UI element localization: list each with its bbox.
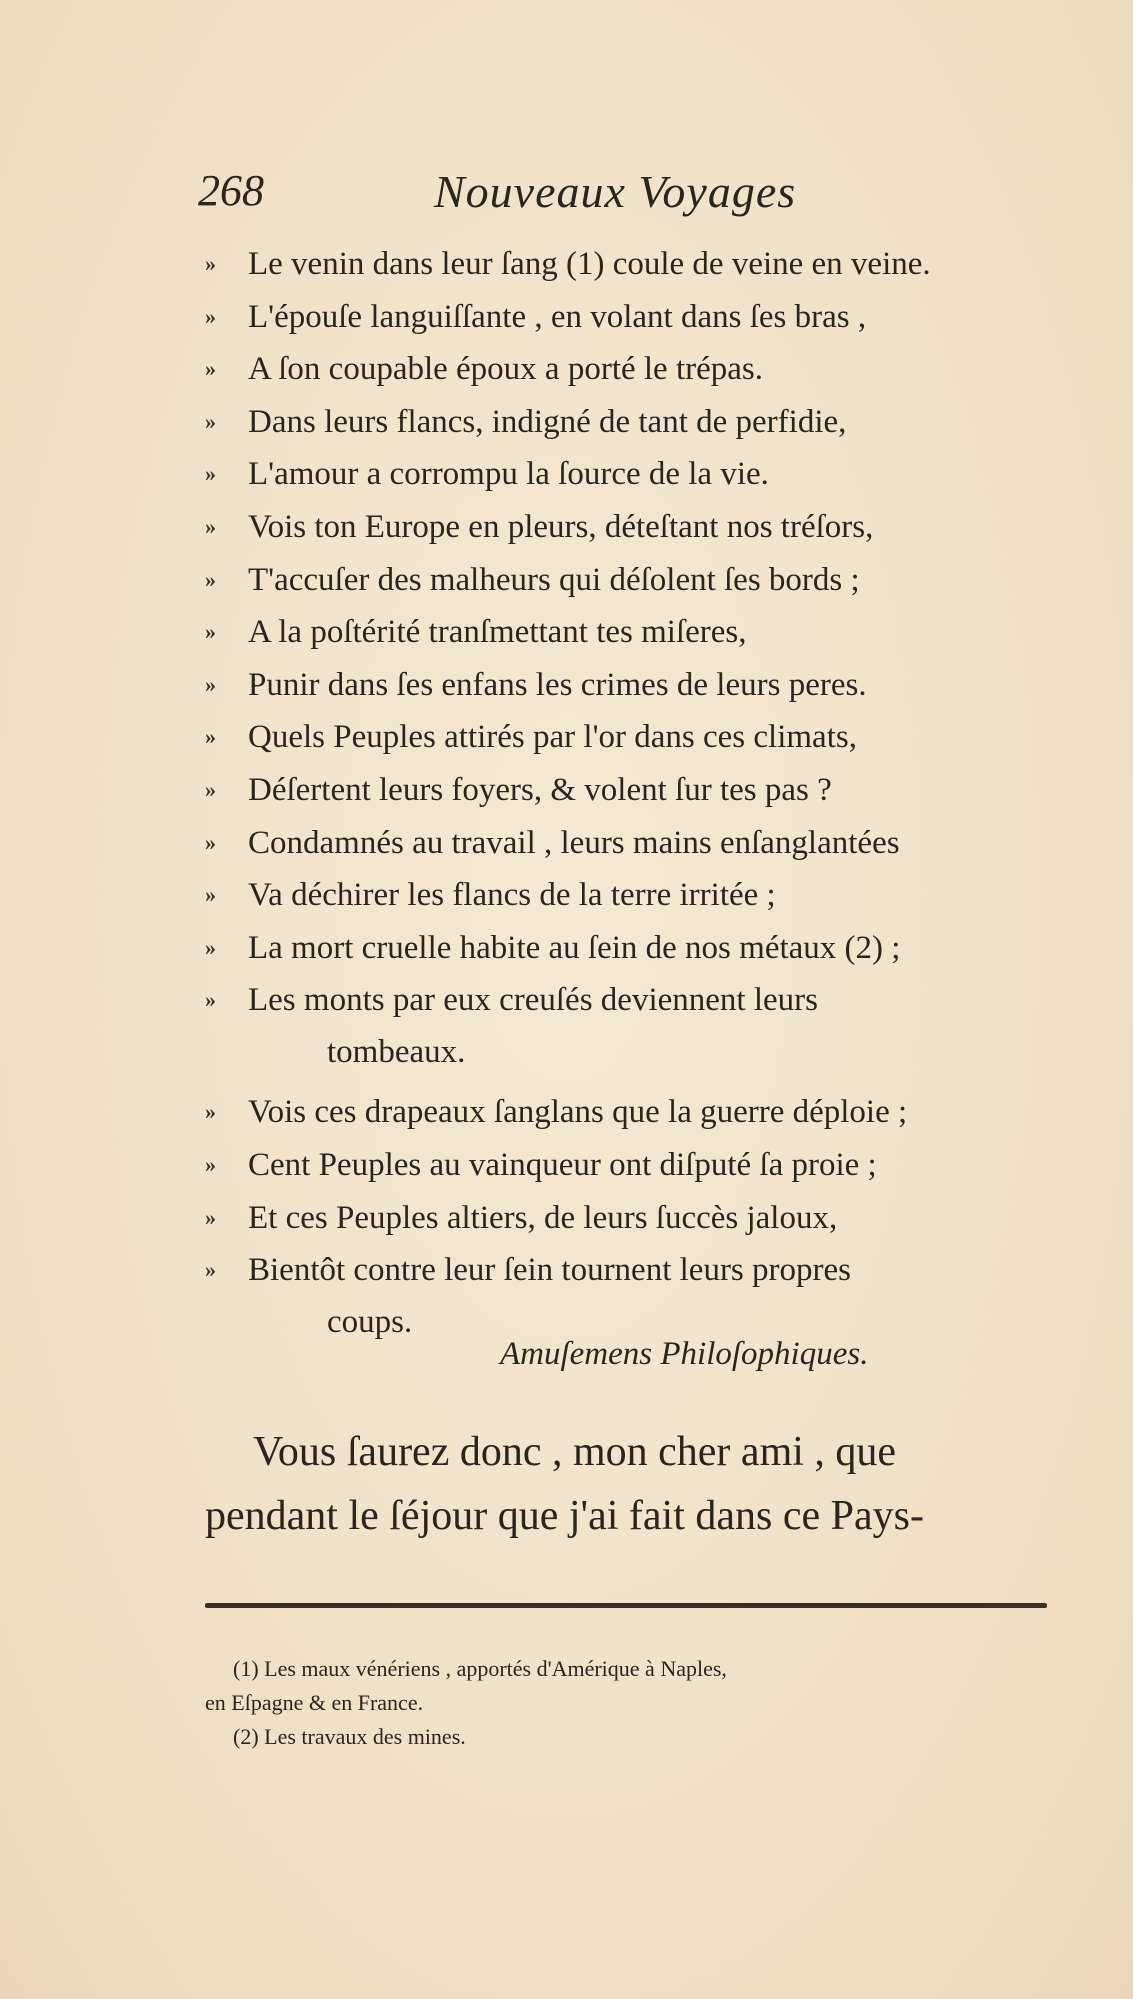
verse-line — [205, 869, 1085, 922]
verse-text: Punir dans ſes enfans les crimes de leurs peres. — [248, 666, 867, 703]
verse-text: Bientôt contre leur ſein tournent leurs propres — [248, 1252, 851, 1289]
page-number: 268 — [198, 166, 264, 215]
footnotes — [205, 1652, 1085, 1754]
verse-line — [205, 554, 1085, 607]
verse-line — [205, 343, 1085, 396]
verse-text: Va déchirer les flancs de la terre irritée ; — [248, 877, 776, 914]
verse-continuation: tombeaux. — [327, 1034, 466, 1071]
verse-text: Cent Peuples au vainqueur ont diſputé ſa proie ; — [248, 1146, 877, 1183]
quote-mark: » — [205, 513, 216, 539]
verse-line — [205, 606, 1085, 659]
verse-line — [205, 238, 1085, 291]
quote-mark: » — [205, 251, 216, 276]
verse-line — [205, 1139, 1085, 1192]
quote-mark: » — [205, 829, 216, 855]
verse-text: La mort cruelle habite au ſein de nos métaux (2) ; — [248, 929, 901, 966]
verse-line — [205, 1086, 1085, 1139]
quote-mark: » — [205, 724, 216, 750]
quote-mark: » — [205, 1204, 216, 1230]
verse-text: Condamnés au travail , leurs mains enſanglantées — [248, 824, 900, 861]
verse-line — [205, 291, 1085, 344]
footnote-1-continuation: en Eſpagne & en France. — [205, 1690, 424, 1715]
quote-mark: » — [205, 934, 216, 960]
verse-line — [205, 922, 1085, 975]
quote-mark: » — [205, 303, 216, 329]
quote-mark: » — [205, 356, 216, 382]
verse-text: Quels Peuples attirés par l'or dans ces climats, — [248, 719, 857, 756]
verse-continuation: coups. — [327, 1304, 413, 1341]
footnote-2: (2) Les travaux des mines. — [233, 1724, 466, 1749]
poem-quotation — [205, 238, 1085, 1356]
verse-line — [205, 659, 1085, 712]
verse-text: Les monts par eux creuſés deviennent leurs — [248, 982, 818, 1019]
letter-line: pendant le ſéjour que j'ai fait dans ce Pays- — [205, 1493, 924, 1539]
verse-line — [205, 396, 1085, 449]
verse-line — [205, 817, 1085, 870]
quote-mark: » — [205, 408, 216, 434]
poem-attribution: Amuſemens Philoſophiques. — [500, 1336, 869, 1372]
quote-mark: » — [205, 671, 216, 697]
verse-text: Et ces Peuples altiers, de leurs ſuccès jaloux, — [248, 1199, 838, 1236]
verse-line — [205, 501, 1085, 554]
running-title: Nouveaux Voyages — [434, 166, 797, 217]
letter-body — [205, 1420, 1085, 1548]
verse-line — [205, 974, 1085, 1086]
page-header — [198, 165, 1078, 225]
quote-mark: » — [205, 619, 216, 645]
letter-line: Vous ſaurez donc , mon cher ami , que — [253, 1429, 897, 1475]
quote-mark: » — [205, 1257, 216, 1283]
footnote-1: (1) Les maux vénériens , apportés d'Amérique à Naples, — [233, 1656, 727, 1681]
verse-line — [205, 1192, 1085, 1245]
verse-text: T'accuſer des malheurs qui déſolent ſes bords ; — [248, 561, 860, 598]
verse-line — [205, 448, 1085, 501]
quote-mark: » — [205, 776, 216, 802]
verse-text: Vois ces drapeaux ſanglans que la guerre déploie ; — [248, 1094, 908, 1131]
verse-line — [205, 711, 1085, 764]
footnote-rule — [205, 1603, 1047, 1608]
verse-text: A ſon coupable époux a porté le trépas. — [248, 351, 763, 388]
quote-mark: » — [205, 461, 216, 487]
verse-line — [205, 764, 1085, 817]
verse-text: A la poſtérité tranſmettant tes miſeres, — [248, 614, 747, 651]
quote-mark: » — [205, 566, 216, 592]
verse-text: Vois ton Europe en pleurs, déteſtant nos tréſors, — [248, 508, 874, 545]
verse-text: L'amour a corrompu la ſource de la vie. — [248, 456, 769, 493]
verse-text: Dans leurs flancs, indigné de tant de perfidie, — [248, 403, 847, 440]
quote-mark: » — [205, 1151, 216, 1177]
quote-mark: » — [205, 987, 216, 1013]
verse-text: Le venin dans leur ſang (1) coule de veine en veine. — [248, 246, 931, 282]
verse-text: L'épouſe languiſſante , en volant dans ſes bras , — [248, 298, 867, 335]
quote-mark: » — [205, 1099, 216, 1125]
quote-mark: » — [205, 882, 216, 908]
verse-text: Déſertent leurs foyers, & volent ſur tes pas ? — [248, 771, 832, 808]
